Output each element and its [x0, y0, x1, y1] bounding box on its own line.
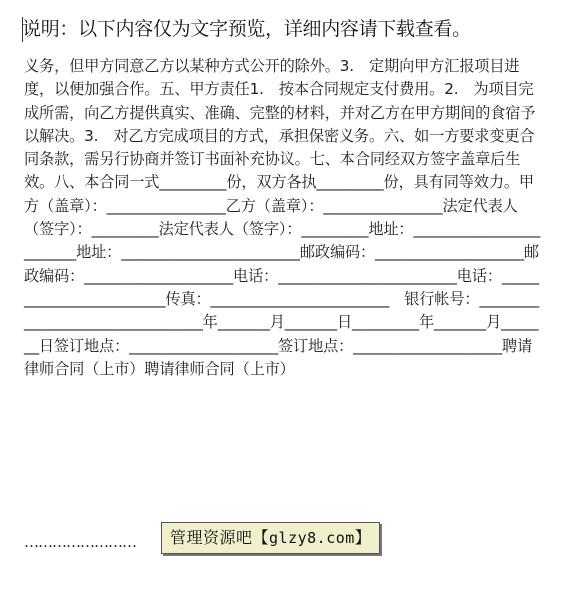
preview-notice: 说明：以下内容仅为文字预览，详细内容请下载查看。 — [22, 18, 471, 40]
watermark-domain: glzy8.com — [269, 529, 355, 547]
watermark-suffix: 】 — [354, 528, 372, 547]
watermark-banner — [161, 522, 380, 554]
continuation-dots: …………………… — [24, 533, 136, 551]
watermark-prefix: 管理资源吧【 — [170, 528, 270, 547]
contract-body-text: 义务，但甲方同意乙方以某种方式公开的除外。3. 定期向甲方汇报项目进度，以便加强合作。五、甲方责任1. 按本合同规定支付费用。2. 为项目完成所需，向乙方提供真实、准确、完整的材料，并对乙方在甲方期间的食宿予以解决。3. 对乙方完成项目的方式，承担保密义务。六、如一方要求变更合同条款，需另行协商并签订书面补充协议。七、本合同经双方签字盖章后生效。八、本合同一式_________份，双方各执_________份，具有同等效力。甲方（盖章）：________________乙方（盖章）：________________法定代表人（签字）：_________法定代表人（签字）：_________地址：________________________地址：________________________邮政编码：____________________邮政编码：____________________电话：________________________电话：________________________传真：________________________ 银行帐号：________________________________年_______月_______日_________年_______月_______日签订地点：____________________签订地点：____________________聘请律师合同（上市）聘请律师合同（上市） — [24, 57, 541, 378]
